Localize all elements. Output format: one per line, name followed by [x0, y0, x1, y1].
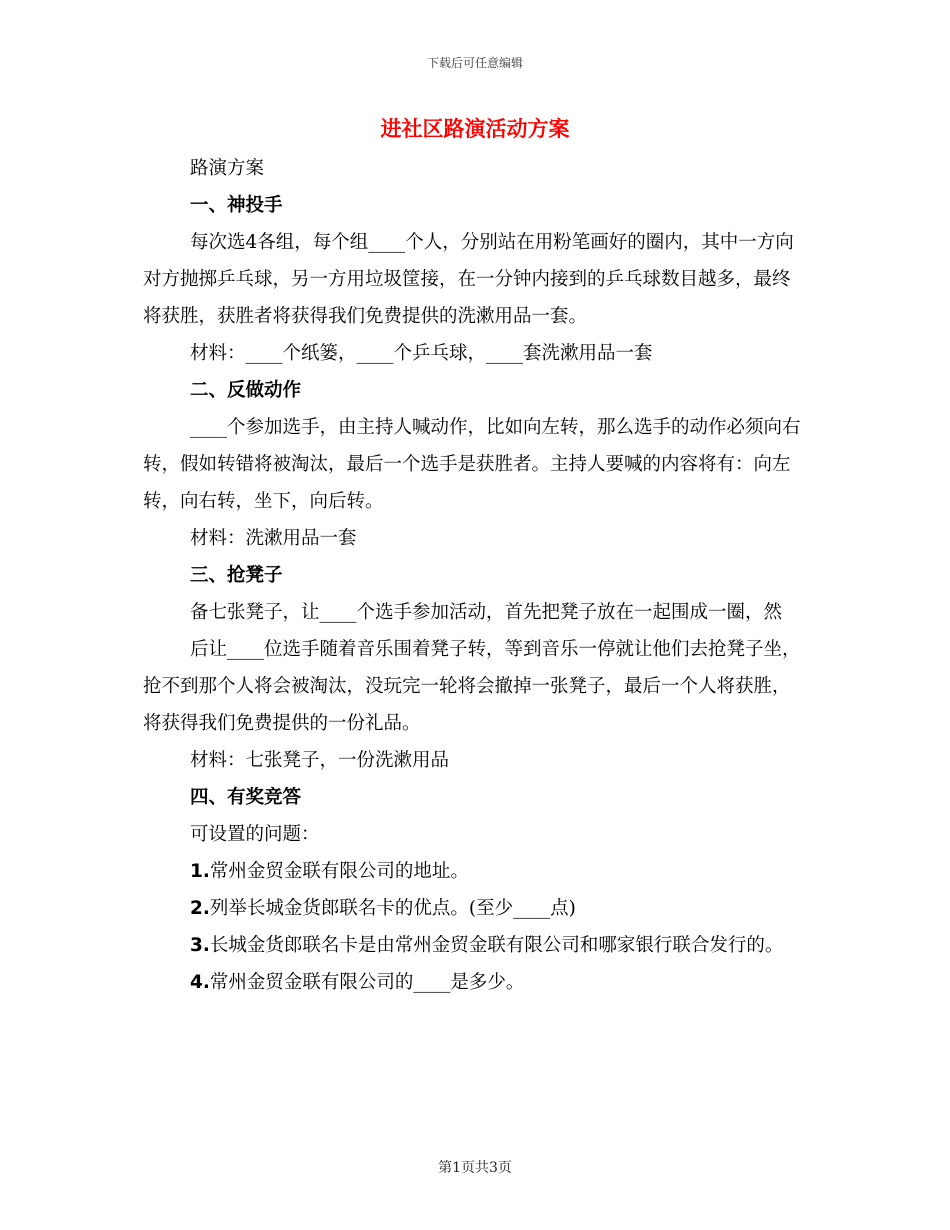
question-number: 4. [190, 972, 210, 993]
section2-heading: 二、反做动作 [190, 380, 302, 401]
section3-heading: 三、抢凳子 [190, 565, 283, 586]
question-text: 常州金贸金联有限公司的____是多少。 [209, 972, 525, 993]
section1-body: 每次选4各组，每个组____个人，分别站在用粉笔画好的圈内，其中一方向对方抛掷乒乓球，另一方用垃圾筐接，在一分钟内接到的乒乓球数目越多，最终将获胜，获胜者将获得我们免费提供的洗漱用品一套。 [143, 232, 794, 327]
section4-intro: 可设置的问题： [190, 824, 320, 845]
section4-heading: 四、有奖竞答 [190, 787, 302, 808]
question-text: 长城金货郎联名卡是由常州金贸金联有限公司和哪家银行联合发行的。 [209, 935, 784, 956]
document-body [143, 150, 808, 1001]
page-footer: 第1页共3页 [438, 1160, 512, 1176]
question-item [143, 890, 808, 927]
question-text: 常州金贸金联有限公司的地址。 [209, 861, 469, 882]
question-number: 3. [190, 935, 210, 956]
section3-body-1: 备七张凳子，让____个选手参加活动，首先把凳子放在一起围成一圈，然 [190, 602, 783, 623]
document-title: 进社区路演活动方案 [380, 117, 570, 141]
header-note: 下载后可任意编辑 [426, 56, 523, 70]
question-text: 列举长城金货郎联名卡的优点。(至少____点) [209, 898, 576, 919]
question-item [143, 853, 808, 890]
question-number: 2. [190, 898, 210, 919]
section3-material: 材料：七张凳子，一份洗漱用品 [190, 750, 450, 771]
intro-text: 路演方案 [190, 158, 265, 179]
question-item [143, 927, 808, 964]
section1-material: 材料：____个纸篓，____个乒乓球，____套洗漱用品一套 [190, 343, 653, 364]
question-number: 1. [190, 861, 210, 882]
question-item [143, 964, 808, 1001]
section2-material: 材料：洗漱用品一套 [190, 528, 357, 549]
section1-heading: 一、神投手 [190, 195, 283, 216]
section2-body: ____个参加选手，由主持人喊动作，比如向左转，那么选手的动作必须向右转，假如转错将被淘汰，最后一个选手是获胜者。主持人要喊的内容将有：向左转，向右转，坐下，向后转。 [143, 417, 801, 512]
section3-body-2: 后让____位选手随着音乐围着凳子转，等到音乐一停就让他们去抢凳子坐，抢不到那个人将会被淘汰，没玩完一轮将会撤掉一张凳子，最后一个人将获胜，将获得我们免费提供的一份礼品。 [143, 639, 801, 734]
